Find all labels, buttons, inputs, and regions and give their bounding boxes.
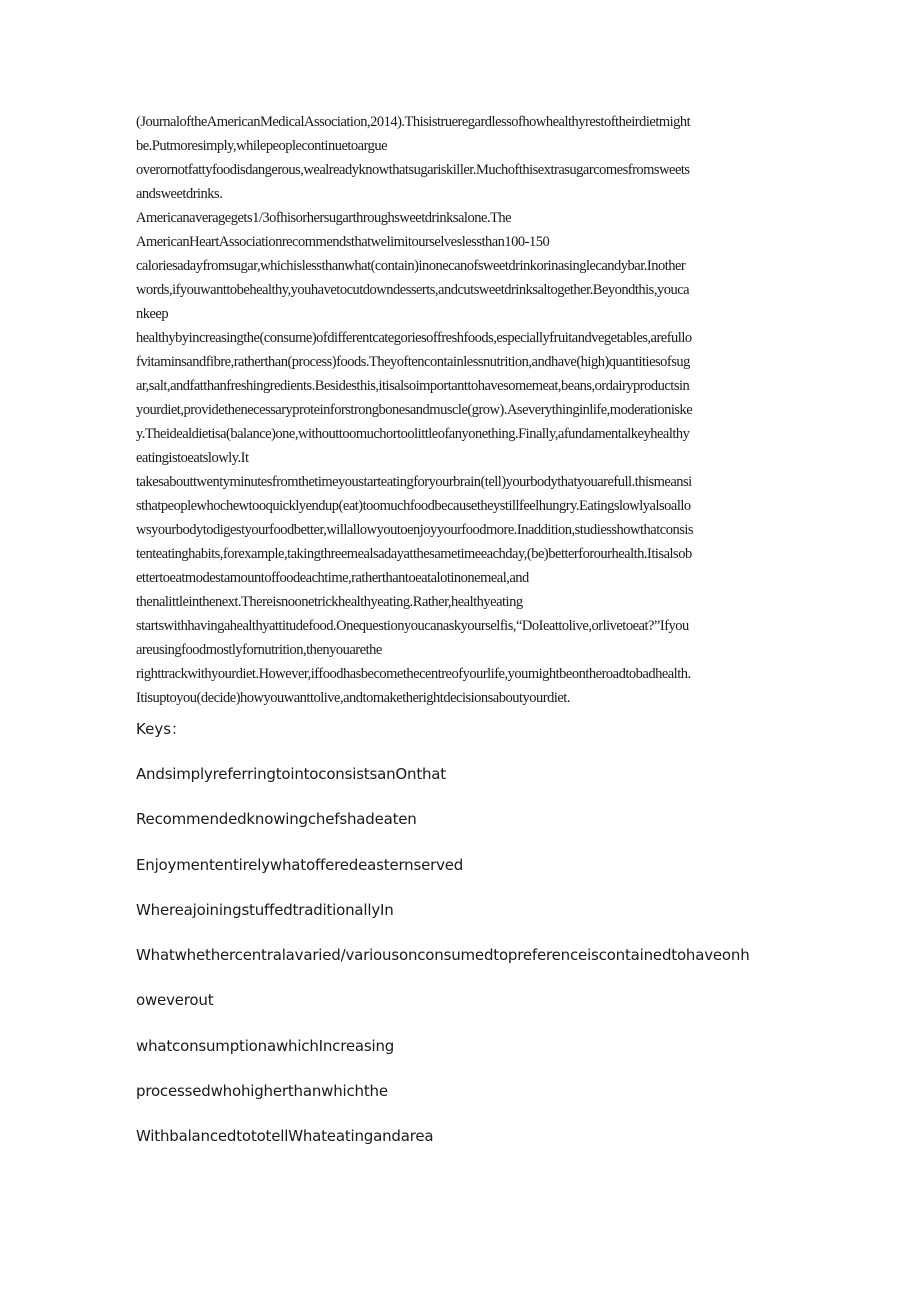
article-line: be.Putmoresimply,whilepeoplecontinuetoargue (136, 138, 388, 154)
key-line: Whatwhethercentralavaried/variousonconsumedtopreferenceiscontainedtohaveonh (136, 946, 750, 965)
key-line: whatconsumptionawhichIncreasing (136, 1036, 395, 1055)
article-line: Itisuptoyou(decide)howyouwanttolive,andtomaketherightdecisionsaboutyourdiet. (136, 690, 570, 706)
article-line: righttrackwithyourdiet.However,iffoodhasbecomethecentreofyourlife,youmightbeontheroadtobadhealth. (136, 666, 691, 682)
article-line: ettertoeatmodestamountoffoodeachtime,ratherthantoeatalotinonemeal,and (136, 570, 529, 586)
article-line: yourdiet,providethenecessaryproteinforstrongbonesandmuscle(grow).Aseverythinginlife,moderationiske (136, 402, 693, 418)
key-line: processedwhohigherthanwhichthe (136, 1082, 388, 1101)
article-line: tenteatinghabits,forexample,takingthreemealsadayatthesametimeeachday,(be)betterforourhealth.Itisalsob (136, 546, 692, 562)
key-line: Recommendedknowingchefshadeaten (136, 810, 417, 829)
article-line: words,ifyouwanttobehealthy,youhavetocutdowndesserts,andcutsweetdrinksaltogether.Beyondthis,youca (136, 282, 690, 298)
keys-heading: Keys： (136, 720, 187, 738)
key-line: WithbalancedtototellWhateatingandarea (136, 1127, 434, 1146)
key-line: Enjoymententirelywhatofferedeasternserved (136, 855, 464, 874)
key-line: WhereajoiningstuffedtraditionallyIn (136, 900, 394, 919)
article-line: y.Theidealdietisa(balance)one,withouttoomuchortoolittleofanyonething.Finally,afundamentalkeyhealthy (136, 426, 690, 442)
article-line: healthybyincreasingthe(consume)ofdifferentcategoriesoffreshfoods,especiallyfruitandvegetables,arefullo (136, 330, 692, 346)
article-line: AmericanHeartAssociationrecommendsthatwelimitourselveslessthan100-150 (136, 234, 550, 250)
article-line: nkeep (136, 306, 169, 322)
article-line: wsyourbodytodigestyourfoodbetter,willallowyoutoenjoyyourfoodmore.Inaddition,studiesshowthatconsis (136, 522, 694, 538)
article-line: fvitaminsandfibre,ratherthan(process)foods.Theyoftencontainlessnutrition,andhave(high)quantitiesofsug (136, 354, 690, 370)
article-line: thenalittleinthenext.Thereisnoonetrickhealthyeating.Rather,healthyeating (136, 594, 523, 610)
article-line: eatingistoeatslowly.It (136, 450, 249, 466)
article-line: Americanaveragegets1/3ofhisorhersugarthroughsweetdrinksalone.The (136, 210, 512, 226)
keys-list (136, 762, 796, 1170)
article-body (136, 110, 784, 710)
article-line: andsweetdrinks. (136, 186, 223, 202)
article-line: areusingfoodmostlyfornutrition,thenyouarethe (136, 642, 382, 658)
key-line: oweverout (136, 991, 214, 1010)
article-line: caloriesadayfromsugar,whichislessthanwhat(contain)inonecanofsweetdrinkorinasinglecandybar.Inother (136, 258, 686, 274)
article-line: takesabouttwentyminutesfromthetimeyoustarteatingforyourbrain(tell)yourbodythatyouarefull.thismeansi (136, 474, 692, 490)
key-line: AndsimplyreferringtointoconsistsanOnthat (136, 765, 446, 783)
article-line: ar,salt,andfatthanfreshingredients.Besidesthis,itisalsoimportanttohavesomemeat,beans,ordairyproductsin (136, 378, 690, 394)
article-line: (JournaloftheAmericanMedicalAssociation,2014).Thisistrueregardlessofhowhealthyrestoftheirdietmight (136, 114, 691, 130)
article-line: startswithhavingahealthyattitudefood.Onequestionyoucanaskyourselfis,“DoIeattolive,orlivetoeat?”Ifyou (136, 618, 689, 634)
article-line: overornotfattyfoodisdangerous,wealreadyknowthatsugariskiller.Muchofthisextrasugarcomesfromsweets (136, 162, 690, 178)
article-line: sthatpeoplewhochewtooquicklyendup(eat)toomuchfoodbecausetheystillfeelhungry.Eatingslowlyalsoallo (136, 498, 691, 514)
